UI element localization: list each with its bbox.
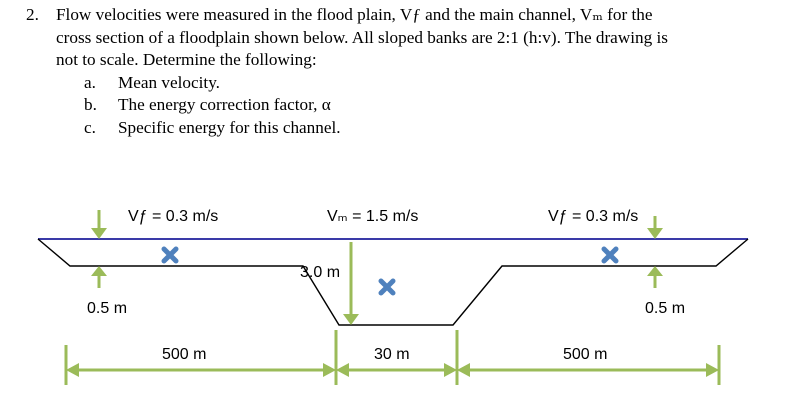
right-floodplain-velocity-label: Vƒ = 0.3 m/s	[548, 208, 639, 225]
stem-line: Flow velocities were measured in the flood plain, Vƒ and the main channel, Vₘ for the	[56, 5, 653, 24]
part-b	[84, 94, 791, 117]
main-channel-velocity-marker-icon	[381, 281, 393, 293]
part-text: The energy correction factor, α	[118, 95, 331, 114]
main-channel-velocity-label: Vₘ = 1.5 m/s	[327, 208, 419, 225]
problem-statement	[26, 4, 791, 139]
part-c	[84, 117, 791, 140]
width-dimension-arrows	[66, 363, 719, 377]
part-a	[84, 72, 791, 95]
part-label: b.	[84, 95, 97, 114]
left-floodplain-width-label: 500 m	[162, 346, 207, 363]
problem-stem-text	[56, 4, 791, 72]
left-floodplain-velocity-label: Vƒ = 0.3 m/s	[128, 208, 219, 225]
problem-parts-list	[84, 72, 791, 140]
part-label: c.	[84, 117, 96, 137]
stem-line: not to scale. Determine the following:	[56, 50, 317, 69]
stem-line: cross section of a floodplain shown below. All sloped banks are 2:1 (h:v). The drawing is	[56, 27, 668, 47]
problem-number: 2.	[26, 5, 39, 24]
right-floodplain-velocity-marker-icon	[604, 249, 616, 261]
left-depth-arrows	[91, 210, 107, 288]
main-channel-width-label: 30 m	[374, 346, 410, 363]
problem-stem	[26, 4, 791, 72]
floodplain-cross-section-diagram	[0, 190, 796, 407]
left-depth-label: 0.5 m	[87, 300, 128, 317]
part-text: Specific energy for this channel.	[118, 117, 341, 137]
right-floodplain-width-label: 500 m	[563, 346, 608, 363]
right-depth-label: 0.5 m	[645, 300, 686, 317]
part-label: a.	[84, 72, 96, 92]
left-floodplain-velocity-marker-icon	[164, 249, 176, 261]
main-channel-depth-label: 3.0 m	[300, 264, 341, 281]
main-depth-arrow	[343, 242, 359, 325]
part-text: Mean velocity.	[118, 72, 220, 92]
right-depth-arrows	[647, 216, 663, 288]
